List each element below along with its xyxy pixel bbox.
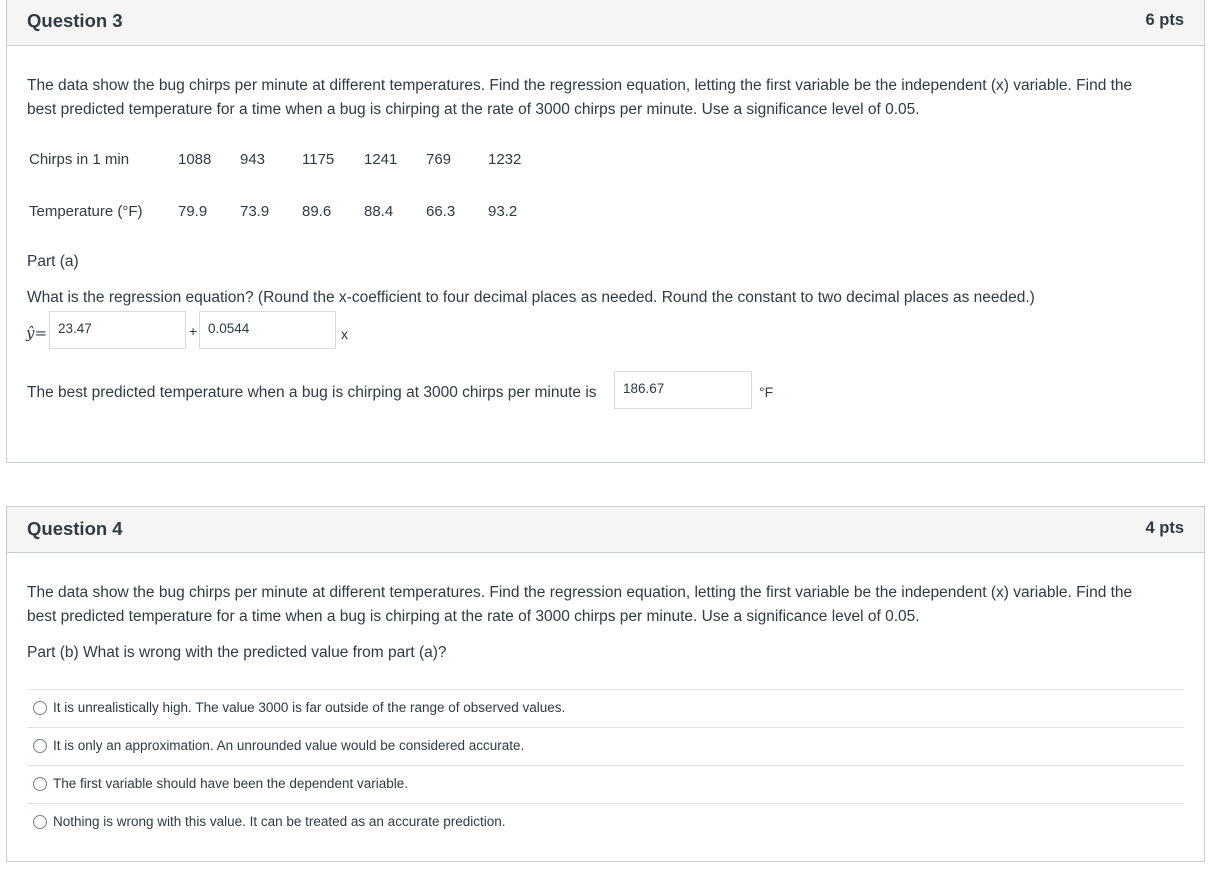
radio-button[interactable] [33,739,47,753]
table-cell: 88.4 [364,203,394,220]
x-variable-symbol: x [341,326,348,342]
question-title: Question 4 [27,518,123,539]
table-cell: 93.2 [488,203,518,220]
prediction-text: The best predicted temperature when a bug is chirping at 3000 chirps per minute is [27,384,597,401]
part-a-label: Part (a) [27,253,79,270]
table-cell: 1088 [178,151,212,168]
plus-sign: + [189,323,198,339]
table-cell: 73.9 [240,203,270,220]
question-prompt-line-2: best predicted temperature for a time when a bug is chirping at the rate of 3000 chirps per minute. Use a significance level of 0.05. [27,608,920,625]
question-prompt-line-2: best predicted temperature for a time when a bug is chirping at the rate of 3000 chirps per minute. Use a significance level of 0.05. [27,101,920,118]
question-points: 4 pts [1145,519,1184,537]
question-header [7,507,1204,553]
question-4 [6,506,1205,862]
part-b-question: Part (b) What is wrong with the predicted value from part (a)? [27,644,447,661]
question-header [7,0,1204,46]
constant-answer-input[interactable]: 23.47 [49,311,186,349]
question-title: Question 3 [27,10,123,31]
table-cell: 79.9 [178,203,208,220]
y-hat-symbol: ŷ= [26,324,48,342]
radio-button[interactable] [33,777,47,791]
table-cell: 1175 [302,151,335,168]
table-row-label-chirps: Chirps in 1 min [29,151,130,168]
question-points: 6 pts [1145,11,1184,29]
table-cell: 1241 [364,151,398,168]
table-cell: 66.3 [426,203,456,220]
answer-choice-label: It is only an approximation. An unrounded value would be considered accurate. [53,738,525,753]
answer-choice[interactable] [27,727,1184,765]
answer-choice[interactable] [27,803,1184,841]
answer-choice-label: Nothing is wrong with this value. It can be treated as an accurate prediction. [53,814,506,829]
answer-choice-label: The first variable should have been the dependent variable. [53,776,408,791]
answer-choice-label: It is unrealistically high. The value 3000 is far outside of the range of observed values. [53,700,566,715]
part-a-question: What is the regression equation? (Round the x-coefficient to four decimal places as needed. Round the constant to two decimal places as needed.) [27,289,1035,306]
table-cell: 1232 [488,151,522,168]
question-prompt-line-1: The data show the bug chirps per minute at different temperatures. Find the regression equation, letting the first variable be the independent (x) variable. Find the [27,584,1133,601]
question-3 [6,0,1205,463]
table-row-label-temperature: Temperature (°F) [29,203,143,220]
coefficient-answer-input[interactable]: 0.0544 [199,311,336,349]
table-cell: 769 [426,151,452,168]
radio-button[interactable] [33,701,47,715]
radio-button[interactable] [33,815,47,829]
unit-label: °F [759,384,774,400]
answer-choice[interactable] [27,689,1184,727]
answer-choice[interactable] [27,765,1184,803]
table-cell: 89.6 [302,203,332,220]
prediction-answer-input[interactable]: 186.67 [614,371,752,409]
table-cell: 943 [240,151,266,168]
question-prompt-line-1: The data show the bug chirps per minute at different temperatures. Find the regression equation, letting the first variable be the independent (x) variable. Find the [27,77,1133,94]
